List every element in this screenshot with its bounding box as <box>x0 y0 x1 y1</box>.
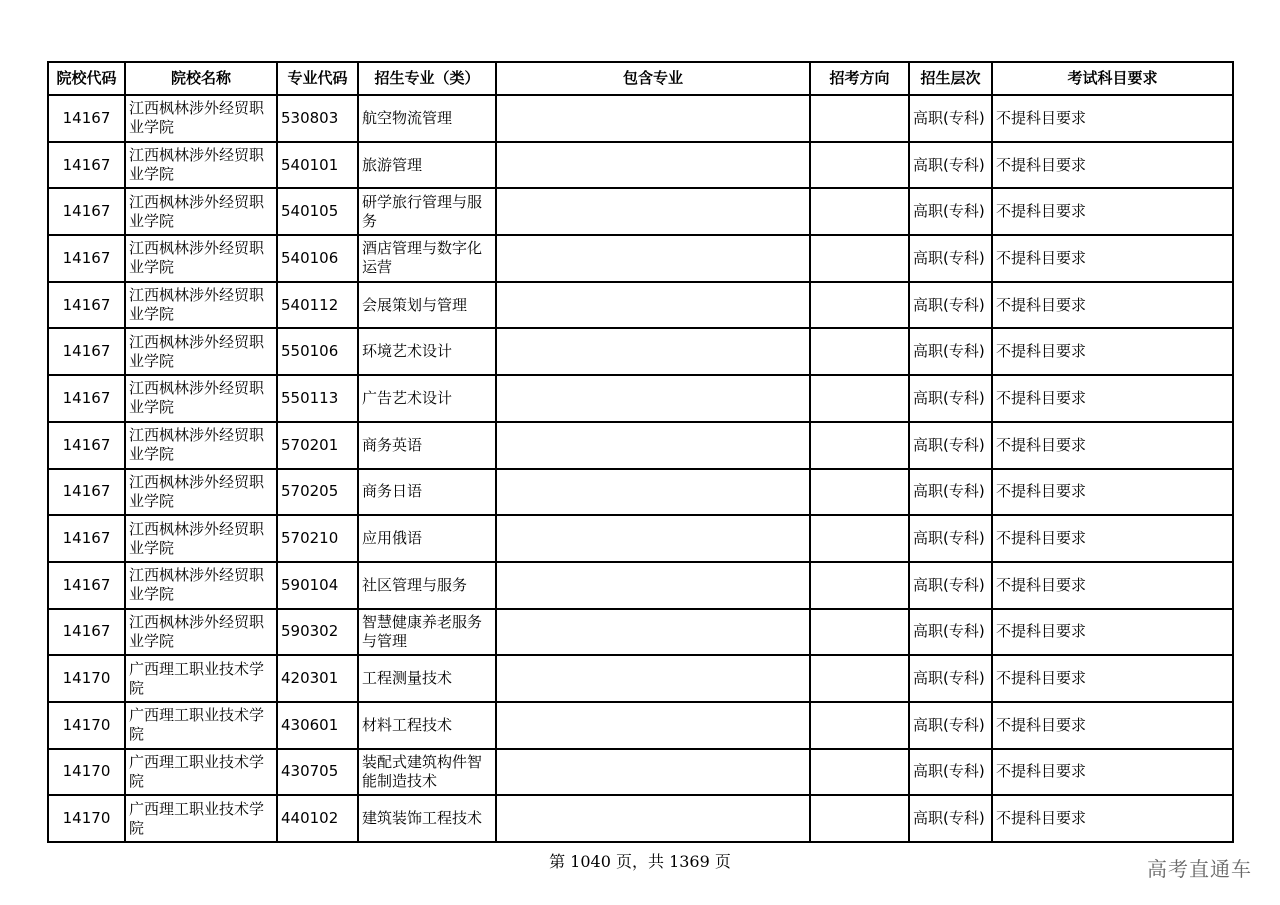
subject-requirement-cell <box>992 328 1233 375</box>
subject-requirement-cell <box>992 469 1233 516</box>
major-code-cell <box>277 469 358 516</box>
level-cell-text: 高职(专科) <box>913 575 985 594</box>
school-code-cell <box>48 562 125 609</box>
school-name-cell-text: 江西枫林涉外经贸职业学院 <box>129 192 265 230</box>
major-cell <box>358 795 496 842</box>
major-code-cell <box>277 235 358 282</box>
table-header-row <box>48 62 1233 95</box>
level-cell <box>909 795 992 842</box>
level-cell <box>909 235 992 282</box>
school-name-cell <box>125 235 277 282</box>
major-cell <box>358 422 496 469</box>
subject-requirement-cell <box>992 609 1233 656</box>
subject-requirement-cell <box>992 562 1233 609</box>
major-cell <box>358 142 496 189</box>
major-code-cell <box>277 188 358 235</box>
table-row <box>48 609 1233 656</box>
subject-requirement-cell <box>992 95 1233 142</box>
direction-cell <box>810 375 909 422</box>
subject-requirement-cell-text: 不提科目要求 <box>996 248 1087 267</box>
school-code-cell <box>48 795 125 842</box>
school-name-cell <box>125 142 277 189</box>
major-cell <box>358 562 496 609</box>
major-code-cell <box>277 655 358 702</box>
subject-requirement-cell-text: 不提科目要求 <box>996 809 1087 828</box>
major-cell-text: 智慧健康养老服务与管理 <box>362 612 483 650</box>
school-name-cell-text: 江西枫林涉外经贸职业学院 <box>129 239 265 277</box>
major-cell-text: 广告艺术设计 <box>362 388 453 407</box>
included-majors-cell <box>496 282 810 329</box>
major-cell-text: 材料工程技术 <box>362 715 453 734</box>
major-cell <box>358 702 496 749</box>
school-code-cell-text: 14167 <box>62 202 111 221</box>
school-name-cell <box>125 95 277 142</box>
major-code-cell <box>277 282 358 329</box>
subject-requirement-cell-text: 不提科目要求 <box>996 575 1087 594</box>
school-code-cell-text: 14167 <box>62 155 111 174</box>
subject-requirement-cell <box>992 795 1233 842</box>
school-name-cell <box>125 655 277 702</box>
admissions-table <box>47 61 1234 843</box>
header-school-code: 院校代码 <box>48 62 125 95</box>
school-code-cell <box>48 188 125 235</box>
direction-cell <box>810 469 909 516</box>
school-code-cell <box>48 749 125 796</box>
level-cell <box>909 142 992 189</box>
school-code-cell-text: 14167 <box>62 482 111 501</box>
direction-cell <box>810 282 909 329</box>
school-name-cell-text: 广西理工职业技术学院 <box>129 752 265 790</box>
direction-cell <box>810 188 909 235</box>
table-row <box>48 795 1233 842</box>
major-code-cell-text: 550106 <box>281 342 339 361</box>
school-name-cell <box>125 375 277 422</box>
major-cell-text: 酒店管理与数字化运营 <box>362 239 483 277</box>
level-cell-text: 高职(专科) <box>913 108 985 127</box>
school-name-cell <box>125 422 277 469</box>
school-code-cell <box>48 422 125 469</box>
direction-cell <box>810 562 909 609</box>
table-row <box>48 749 1233 796</box>
school-name-cell <box>125 469 277 516</box>
table-row <box>48 702 1233 749</box>
table-row <box>48 375 1233 422</box>
major-code-cell <box>277 515 358 562</box>
table-row <box>48 328 1233 375</box>
level-cell <box>909 655 992 702</box>
table-row <box>48 235 1233 282</box>
subject-requirement-cell-text: 不提科目要求 <box>996 622 1087 641</box>
subject-requirement-cell-text: 不提科目要求 <box>996 155 1087 174</box>
subject-requirement-cell <box>992 282 1233 329</box>
major-code-cell <box>277 328 358 375</box>
level-cell-text: 高职(专科) <box>913 762 985 781</box>
school-name-cell-text: 江西枫林涉外经贸职业学院 <box>129 566 265 604</box>
major-code-cell <box>277 422 358 469</box>
school-code-cell-text: 14170 <box>62 762 111 781</box>
major-code-cell-text: 430705 <box>281 762 339 781</box>
major-cell-text: 建筑装饰工程技术 <box>362 809 483 828</box>
subject-requirement-cell-text: 不提科目要求 <box>996 715 1087 734</box>
included-majors-cell <box>496 749 810 796</box>
included-majors-cell <box>496 375 810 422</box>
school-code-cell-text: 14170 <box>62 809 111 828</box>
direction-cell <box>810 422 909 469</box>
school-name-cell-text: 江西枫林涉外经贸职业学院 <box>129 286 265 324</box>
level-cell <box>909 282 992 329</box>
table-row <box>48 422 1233 469</box>
level-cell-text: 高职(专科) <box>913 388 985 407</box>
table-row <box>48 469 1233 516</box>
major-code-cell-text: 440102 <box>281 809 339 828</box>
major-cell-text: 应用俄语 <box>362 529 423 548</box>
school-code-cell <box>48 142 125 189</box>
major-cell-text: 会展策划与管理 <box>362 295 468 314</box>
major-code-cell-text: 540105 <box>281 202 339 221</box>
included-majors-cell <box>496 515 810 562</box>
major-cell-text: 旅游管理 <box>362 155 423 174</box>
major-cell-text: 航空物流管理 <box>362 108 453 127</box>
table-body <box>48 95 1233 842</box>
school-name-cell-text: 江西枫林涉外经贸职业学院 <box>129 379 265 417</box>
level-cell-text: 高职(专科) <box>913 435 985 454</box>
school-code-cell <box>48 235 125 282</box>
school-name-cell <box>125 328 277 375</box>
subject-requirement-cell-text: 不提科目要求 <box>996 108 1087 127</box>
level-cell-text: 高职(专科) <box>913 202 985 221</box>
subject-requirement-cell <box>992 375 1233 422</box>
table-row <box>48 515 1233 562</box>
school-code-cell-text: 14167 <box>62 108 111 127</box>
major-cell <box>358 749 496 796</box>
subject-requirement-cell <box>992 702 1233 749</box>
page-number: 第 1040 页，共 1369 页 <box>549 852 731 871</box>
table-row <box>48 142 1233 189</box>
level-cell <box>909 95 992 142</box>
major-code-cell <box>277 749 358 796</box>
school-name-cell-text: 广西理工职业技术学院 <box>129 706 265 744</box>
major-code-cell-text: 530803 <box>281 108 339 127</box>
school-name-cell-text: 广西理工职业技术学院 <box>129 799 265 837</box>
major-code-cell-text: 420301 <box>281 669 339 688</box>
school-code-cell-text: 14170 <box>62 715 111 734</box>
school-name-cell-text: 江西枫林涉外经贸职业学院 <box>129 612 265 650</box>
school-name-cell <box>125 515 277 562</box>
level-cell <box>909 375 992 422</box>
level-cell-text: 高职(专科) <box>913 342 985 361</box>
level-cell-text: 高职(专科) <box>913 809 985 828</box>
subject-requirement-cell <box>992 422 1233 469</box>
included-majors-cell <box>496 188 810 235</box>
level-cell-text: 高职(专科) <box>913 715 985 734</box>
subject-requirement-cell <box>992 235 1233 282</box>
header-subject-requirement: 考试科目要求 <box>992 62 1233 95</box>
header-level: 招生层次 <box>909 62 992 95</box>
major-code-cell <box>277 142 358 189</box>
header-included-majors: 包含专业 <box>496 62 810 95</box>
school-code-cell-text: 14167 <box>62 622 111 641</box>
school-code-cell <box>48 282 125 329</box>
direction-cell <box>810 795 909 842</box>
direction-cell <box>810 655 909 702</box>
direction-cell <box>810 95 909 142</box>
school-code-cell-text: 14167 <box>62 295 111 314</box>
header-major-code: 专业代码 <box>277 62 358 95</box>
school-name-cell <box>125 282 277 329</box>
school-name-cell <box>125 749 277 796</box>
school-code-cell-text: 14167 <box>62 342 111 361</box>
school-code-cell-text: 14167 <box>62 248 111 267</box>
subject-requirement-cell-text: 不提科目要求 <box>996 435 1087 454</box>
level-cell-text: 高职(专科) <box>913 669 985 688</box>
major-code-cell-text: 540101 <box>281 155 339 174</box>
major-code-cell-text: 590104 <box>281 575 339 594</box>
major-cell <box>358 95 496 142</box>
major-code-cell-text: 590302 <box>281 622 339 641</box>
included-majors-cell <box>496 328 810 375</box>
level-cell <box>909 749 992 796</box>
level-cell <box>909 562 992 609</box>
level-cell <box>909 609 992 656</box>
major-cell-text: 研学旅行管理与服务 <box>362 192 483 230</box>
major-cell <box>358 282 496 329</box>
included-majors-cell <box>496 142 810 189</box>
major-code-cell <box>277 795 358 842</box>
level-cell-text: 高职(专科) <box>913 622 985 641</box>
included-majors-cell <box>496 235 810 282</box>
subject-requirement-cell <box>992 655 1233 702</box>
subject-requirement-cell <box>992 142 1233 189</box>
major-cell-text: 社区管理与服务 <box>362 575 468 594</box>
included-majors-cell <box>496 562 810 609</box>
direction-cell <box>810 702 909 749</box>
school-code-cell <box>48 515 125 562</box>
level-cell <box>909 422 992 469</box>
subject-requirement-cell-text: 不提科目要求 <box>996 295 1087 314</box>
school-name-cell-text: 江西枫林涉外经贸职业学院 <box>129 519 265 557</box>
subject-requirement-cell-text: 不提科目要求 <box>996 529 1087 548</box>
school-code-cell <box>48 702 125 749</box>
school-code-cell <box>48 95 125 142</box>
subject-requirement-cell-text: 不提科目要求 <box>996 482 1087 501</box>
subject-requirement-cell <box>992 749 1233 796</box>
school-code-cell <box>48 609 125 656</box>
major-code-cell <box>277 609 358 656</box>
school-code-cell-text: 14167 <box>62 529 111 548</box>
header-direction: 招考方向 <box>810 62 909 95</box>
major-cell <box>358 469 496 516</box>
level-cell <box>909 188 992 235</box>
school-code-cell-text: 14170 <box>62 669 111 688</box>
direction-cell <box>810 142 909 189</box>
major-code-cell-text: 540106 <box>281 248 339 267</box>
major-cell-text: 商务日语 <box>362 482 423 501</box>
header-school-name: 院校名称 <box>125 62 277 95</box>
subject-requirement-cell-text: 不提科目要求 <box>996 342 1087 361</box>
school-code-cell-text: 14167 <box>62 388 111 407</box>
major-code-cell <box>277 95 358 142</box>
subject-requirement-cell-text: 不提科目要求 <box>996 388 1087 407</box>
school-name-cell-text: 江西枫林涉外经贸职业学院 <box>129 99 265 137</box>
major-code-cell-text: 570201 <box>281 435 339 454</box>
major-code-cell-text: 540112 <box>281 295 339 314</box>
direction-cell <box>810 749 909 796</box>
school-name-cell <box>125 795 277 842</box>
major-code-cell <box>277 562 358 609</box>
major-cell <box>358 375 496 422</box>
major-cell <box>358 328 496 375</box>
subject-requirement-cell <box>992 188 1233 235</box>
major-cell <box>358 188 496 235</box>
school-code-cell-text: 14167 <box>62 575 111 594</box>
table-row <box>48 282 1233 329</box>
level-cell-text: 高职(专科) <box>913 529 985 548</box>
school-name-cell <box>125 562 277 609</box>
major-cell-text: 装配式建筑构件智能制造技术 <box>362 752 483 790</box>
level-cell <box>909 328 992 375</box>
table-row <box>48 95 1233 142</box>
direction-cell <box>810 515 909 562</box>
school-name-cell-text: 江西枫林涉外经贸职业学院 <box>129 146 265 184</box>
school-name-cell-text: 广西理工职业技术学院 <box>129 659 265 697</box>
included-majors-cell <box>496 609 810 656</box>
school-code-cell <box>48 328 125 375</box>
school-code-cell-text: 14167 <box>62 435 111 454</box>
included-majors-cell <box>496 702 810 749</box>
major-code-cell-text: 550113 <box>281 388 339 407</box>
major-code-cell-text: 570210 <box>281 529 339 548</box>
included-majors-cell <box>496 469 810 516</box>
major-cell <box>358 609 496 656</box>
school-code-cell <box>48 655 125 702</box>
major-code-cell-text: 430601 <box>281 715 339 734</box>
school-name-cell-text: 江西枫林涉外经贸职业学院 <box>129 332 265 370</box>
school-name-cell <box>125 702 277 749</box>
table-row <box>48 655 1233 702</box>
school-name-cell <box>125 609 277 656</box>
level-cell <box>909 515 992 562</box>
major-cell-text: 环境艺术设计 <box>362 342 453 361</box>
subject-requirement-cell-text: 不提科目要求 <box>996 762 1087 781</box>
level-cell-text: 高职(专科) <box>913 248 985 267</box>
level-cell <box>909 702 992 749</box>
included-majors-cell <box>496 655 810 702</box>
subject-requirement-cell-text: 不提科目要求 <box>996 202 1087 221</box>
subject-requirement-cell-text: 不提科目要求 <box>996 669 1087 688</box>
major-code-cell <box>277 375 358 422</box>
level-cell-text: 高职(专科) <box>913 482 985 501</box>
school-name-cell-text: 江西枫林涉外经贸职业学院 <box>129 426 265 464</box>
major-code-cell-text: 570205 <box>281 482 339 501</box>
direction-cell <box>810 235 909 282</box>
major-cell <box>358 655 496 702</box>
included-majors-cell <box>496 95 810 142</box>
direction-cell <box>810 328 909 375</box>
school-code-cell <box>48 469 125 516</box>
header-major: 招生专业（类） <box>358 62 496 95</box>
subject-requirement-cell <box>992 515 1233 562</box>
level-cell <box>909 469 992 516</box>
direction-cell <box>810 609 909 656</box>
major-cell-text: 工程测量技术 <box>362 669 453 688</box>
table-row <box>48 188 1233 235</box>
major-cell <box>358 235 496 282</box>
included-majors-cell <box>496 795 810 842</box>
major-cell-text: 商务英语 <box>362 435 423 454</box>
table-row <box>48 562 1233 609</box>
school-name-cell <box>125 188 277 235</box>
included-majors-cell <box>496 422 810 469</box>
school-name-cell-text: 江西枫林涉外经贸职业学院 <box>129 472 265 510</box>
major-code-cell <box>277 702 358 749</box>
major-cell <box>358 515 496 562</box>
watermark: 高考直通车 <box>1147 857 1252 881</box>
school-code-cell <box>48 375 125 422</box>
level-cell-text: 高职(专科) <box>913 155 985 174</box>
level-cell-text: 高职(专科) <box>913 295 985 314</box>
